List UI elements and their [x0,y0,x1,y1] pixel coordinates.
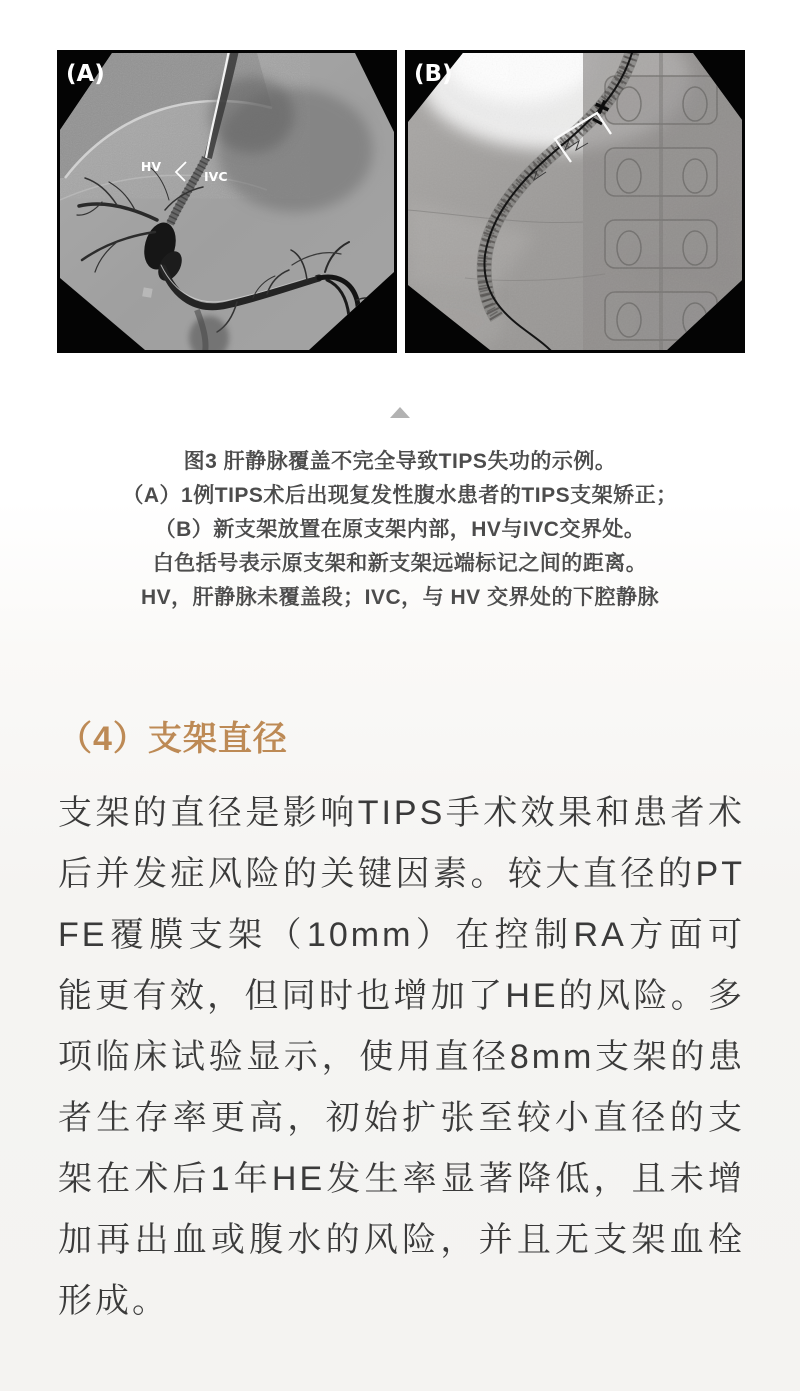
caption-line: 图3 肝静脉覆盖不完全导致TIPS失功的示例。 [183,450,617,473]
figure-panel-b [405,50,745,353]
panel-b-label: (B) [414,61,453,87]
collapse-triangle-icon [390,407,410,418]
caption-line: （A）1例TIPS术后出现复发性腹水患者的TIPS支架矫正； [122,484,678,507]
angiogram-a-image [57,50,397,353]
panel-a-label: (A) [66,61,105,87]
caption-line: （B）新支架放置在原支架内部，HV与IVC交界处。 [154,518,646,541]
figure-caption [0,445,800,615]
stent-diameter-section [0,719,800,1332]
section-heading: （4）支架直径 [58,720,288,758]
caption-line: HV，肝静脉未覆盖段；IVC，与 HV 交界处的下腔静脉 [140,586,660,609]
figure-row [0,0,800,353]
figure-panel-a [57,50,397,353]
section-body-text: 支架的直径是影响TIPS手术效果和患者术后并发症风险的关键因素。较大直径的PTFE覆膜支架（10mm）在控制RA方面可能更有效，但同时也增加了HE的风险。多项临床试验显示，使用直径8mm支架的患者生存率更高，初始扩张至较小直径的支架在术后1年HE发生率显著降低，且未增加再出血或腹水的风险，并且无支架血栓形成。 [58,794,745,1320]
caption-line: 白色括号表示原支架和新支架远端标记之间的距离。 [152,552,648,575]
fluoroscopy-b-image [405,50,745,353]
hv-label: HV [140,159,161,174]
ivc-label: IVC [204,169,228,184]
